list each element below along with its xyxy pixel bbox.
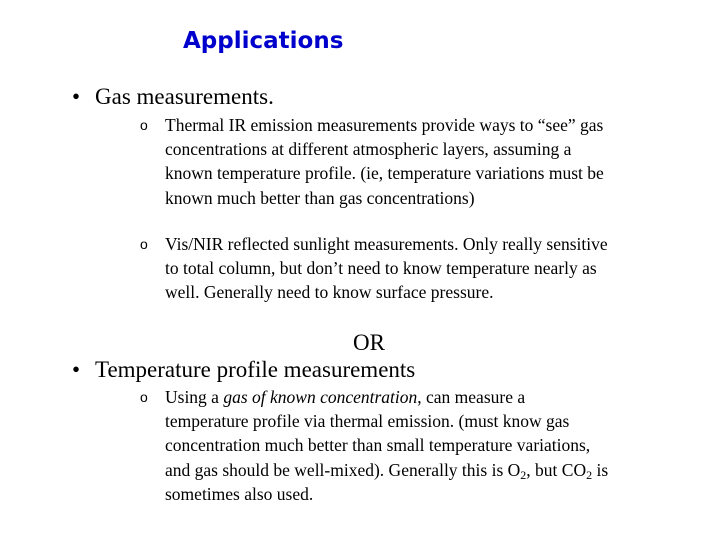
text-segment: , can measure a temperature profile via thermal emission. (must know gas concentration much better than small temperature variations, and gas should be well-mixed). Generally this is O: [165, 387, 591, 480]
bullet-marker: •: [72, 357, 81, 382]
sub-marker: o: [140, 236, 148, 252]
or-separator: OR: [353, 330, 385, 355]
sub-marker: o: [140, 389, 148, 405]
bullet-temperature-profile: [72, 357, 415, 383]
subitem-text: Thermal IR emission measurements provide ways to “see” gas concentrations at different atmospheric layers, assuming a known temperature profile. (ie, temperature variations must be known much better than gas concentrations): [165, 115, 604, 208]
text-segment: Using a: [165, 387, 224, 407]
bullet-marker: •: [72, 84, 81, 109]
bullet-gas-measurements: [72, 84, 274, 110]
subitem-vis-nir: [140, 232, 610, 305]
subscript: 2: [520, 467, 527, 482]
sub-marker: o: [140, 117, 148, 133]
subscript: 2: [586, 467, 593, 482]
text-segment: , but CO: [526, 459, 587, 480]
subitem-text: [165, 385, 610, 506]
text-segment: is sometimes also used.: [165, 459, 609, 504]
subitem-thermal-ir: [140, 113, 610, 210]
subitem-text: Vis/NIR reflected sunlight measurements. Only really sensitive to total column, but don’t need to know temperature nearly as well. Generally need to know surface pressure.: [165, 234, 608, 303]
subitem-known-gas: [140, 385, 610, 506]
bullet-label: Temperature profile measurements: [95, 357, 416, 382]
italic-phrase: gas of known concentration: [223, 387, 418, 407]
slide-title: Applications: [183, 28, 344, 54]
bullet-label: Gas measurements.: [95, 84, 274, 109]
